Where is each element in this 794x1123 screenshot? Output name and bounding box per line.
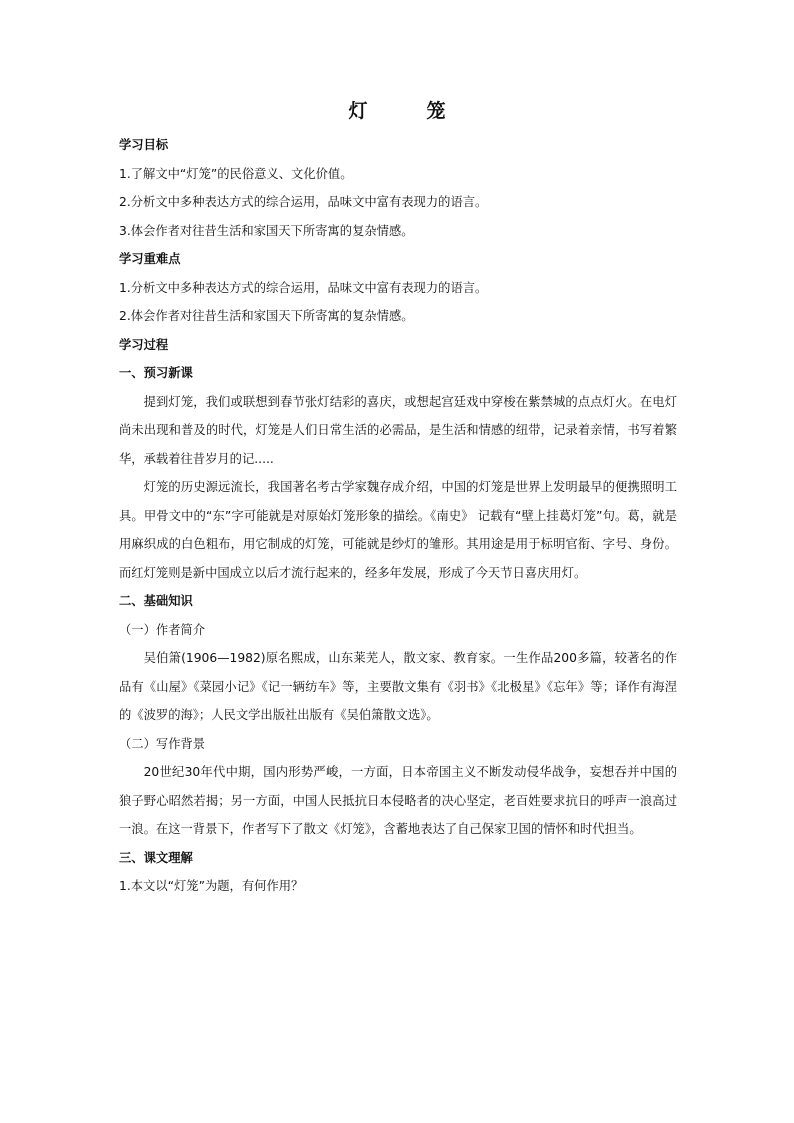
subheading-understanding: 三、课文理解 [119,850,193,865]
goal-item: 1.了解文中“灯笼”的民俗意义、文化价值。 [119,166,353,181]
key-point-item: 1.分析文中多种表达方式的综合运用，品味文中富有表现力的语言。 [119,280,488,295]
section-heading-goals: 学习目标 [119,138,169,152]
author-paragraph: 吴伯箫(1906—1982)原名熙成，山东莱芜人，散文家、教育家。一生作品200多篇，较著名的作品有《山屋》《菜园小记》《记一辆纺车》等，主要散文集有《羽书》《北极星》《忘年》等；译作有海涅的《波罗的海》；人民文学出版社出版有《吴伯箫散文选》。 [119,651,677,722]
question-item: 1.本文以“灯笼”为题，有何作用？ [119,879,304,893]
preview-paragraph: 提到灯笼，我们或联想到春节张灯结彩的喜庆，或想起宫廷戏中穿梭在紫禁城的点点灯火。在电灯尚未出现和普及的时代，灯笼是人们日常生活的必需品，是生活和情感的纽带，记录着亲情，书写着繁华，承载着往昔岁月的记..... [119,394,677,466]
document-body [119,131,677,901]
subheading-basics: 二、基础知识 [119,594,193,608]
subheading-background: （二）写作背景 [119,736,206,751]
background-paragraph: 20世纪30年代中期，国内形势严峻，一方面，日本帝国主义不断发动侵华战争，妄想吞并中国的狼子野心昭然若揭；另一方面，中国人民抵抗日本侵略者的决心坚定，老百姓要求抗日的呼声一浪高过一浪。在这一背景下，作者写下了散文《灯笼》，含蓄地表达了自己保家卫国的情怀和时代担当。 [119,765,677,836]
goal-item: 3.体会作者对往昔生活和家国天下所寄寓的复杂情感。 [119,223,414,238]
section-heading-process: 学习过程 [119,337,169,352]
key-point-item: 2.体会作者对往昔生活和家国天下所寄寓的复杂情感。 [119,309,414,323]
preview-paragraph: 灯笼的历史源远流长，我国著名考古学家魏存成介绍，中国的灯笼是世界上发明最早的便携照明工具。甲骨文中的“东”字可能就是对原始灯笼形象的描绘。《南史》 记载有“壁上挂葛灯笼”句。葛，就是用麻织成的白色粗布，用它制成的灯笼，可能就是纱灯的雏形。其用途是用于标明官衔、字号、身份。而红灯笼则是新中国成立以后才流行起来的，经多年发展，形成了今天节日喜庆用灯。 [119,480,677,580]
subheading-preview: 一、预习新课 [119,366,193,380]
section-heading-key-points: 学习重难点 [119,252,181,266]
subheading-author: （一）作者简介 [119,622,206,637]
goal-item: 2.分析文中多种表达方式的综合运用，品味文中富有表现力的语言。 [119,195,488,209]
document-title: 灯 笼 [348,100,466,122]
